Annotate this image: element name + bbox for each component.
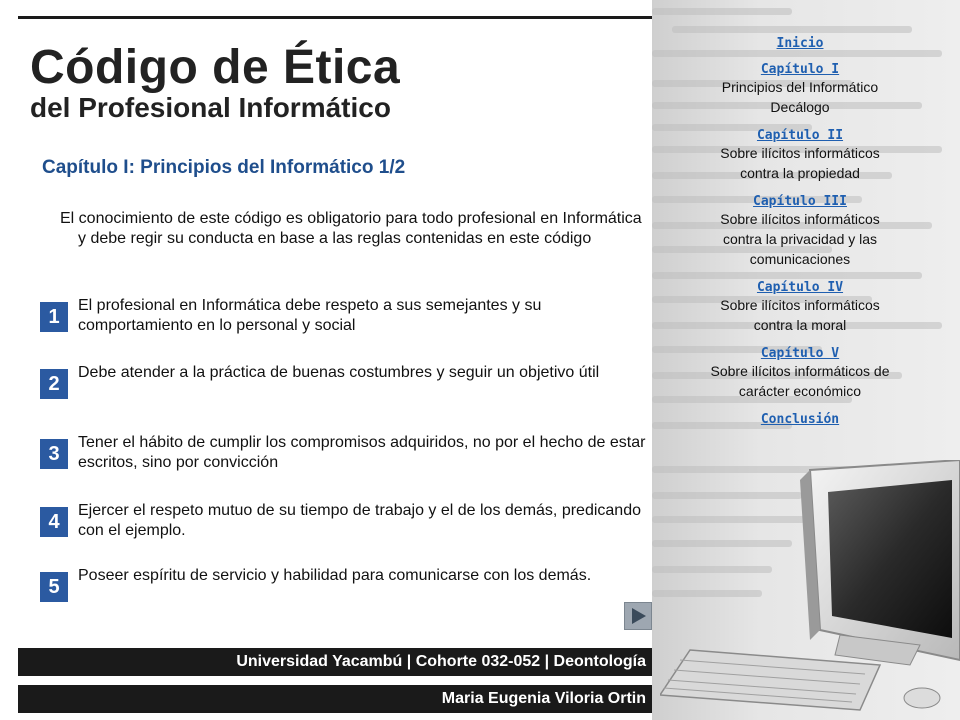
section-heading xyxy=(42,157,405,179)
menu-desc-capitulo-4: Sobre ilícitos informáticos contra la moral xyxy=(720,297,880,333)
top-divider xyxy=(18,16,652,19)
menu-entry-cap2 xyxy=(700,126,900,183)
menu-link-capitulo-5[interactable]: Capítulo V xyxy=(760,346,840,361)
number-badge: 4 xyxy=(40,507,68,537)
chapter-menu xyxy=(700,34,900,436)
menu-link-capitulo-2[interactable]: Capítulo II xyxy=(756,128,844,143)
principle-text: El profesional en Informática debe respeto a sus semejantes y su comportamiento en lo personal y social xyxy=(78,297,542,334)
chapter-prefix: Capítulo I xyxy=(42,157,129,178)
menu-entry-cap1 xyxy=(700,60,900,117)
menu-link-capitulo-1[interactable]: Capítulo I xyxy=(760,62,840,77)
number-badge: 5 xyxy=(40,572,68,602)
menu-desc-capitulo-3: Sobre ilícitos informáticos contra la privacidad y las comunicaciones xyxy=(720,211,880,267)
menu-link-inicio[interactable]: Inicio xyxy=(776,36,824,51)
footer-institution: Universidad Yacambú | Cohorte 032-052 | Deontología xyxy=(18,648,652,676)
menu-desc-capitulo-2: Sobre ilícitos informáticos contra la propiedad xyxy=(720,145,880,181)
triangle-right-icon xyxy=(625,603,651,629)
menu-entry-cap3 xyxy=(700,192,900,269)
menu-desc-capitulo-5: Sobre ilícitos informáticos de carácter económico xyxy=(710,363,890,399)
chapter-heading-rest: : Principios del Informático 1/2 xyxy=(128,157,406,178)
menu-desc-capitulo-1: Principios del Informático Decálogo xyxy=(721,79,879,115)
menu-link-conclusion[interactable]: Conclusión xyxy=(760,412,840,427)
number-badge: 3 xyxy=(40,439,68,469)
principle-text: Ejercer el respeto mutuo de su tiempo de trabajo y el de los demás, predicando con el ejemplo. xyxy=(78,502,641,539)
menu-entry-inicio xyxy=(700,34,900,51)
code-line xyxy=(652,8,792,15)
intro-text: El conocimiento de este código es obligatorio para todo profesional en Informática y debe regir su conducta en base a las reglas contenidas en este código xyxy=(60,210,642,247)
principle-text: Poseer espíritu de servicio y habilidad para comunicarse con los demás. xyxy=(78,567,592,584)
number-badge: 2 xyxy=(40,369,68,399)
menu-entry-cap4 xyxy=(700,278,900,335)
code-line xyxy=(672,26,912,33)
principle-text: Tener el hábito de cumplir los compromisos adquiridos, no por el hecho de estar escritos, sino por convicción xyxy=(78,434,646,471)
page-subtitle: del Profesional Informático xyxy=(30,92,391,123)
page-title: Código de Ética xyxy=(30,41,401,94)
menu-link-capitulo-3[interactable]: Capítulo III xyxy=(753,194,847,209)
principle-text: Debe atender a la práctica de buenas costumbres y seguir un objetivo útil xyxy=(78,364,600,381)
desktop-computer-icon xyxy=(660,460,960,720)
footer-author: Maria Eugenia Viloria Ortin xyxy=(18,685,652,713)
menu-link-capitulo-4[interactable]: Capítulo IV xyxy=(756,280,844,295)
menu-entry-cap5 xyxy=(700,344,900,401)
intro-paragraph xyxy=(60,209,650,249)
menu-entry-conclusion xyxy=(700,410,900,427)
number-badge: 1 xyxy=(40,302,68,332)
next-slide-button[interactable] xyxy=(624,602,652,630)
